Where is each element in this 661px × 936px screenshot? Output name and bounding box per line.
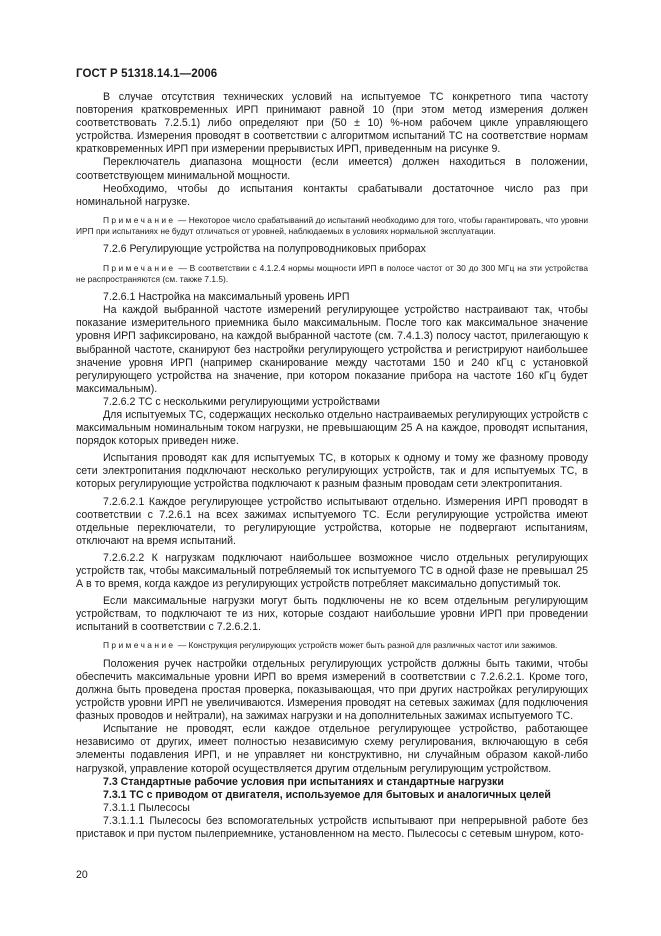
document-header: ГОСТ Р 51318.14.1—2006 — [76, 68, 218, 80]
document-body — [76, 91, 588, 841]
paragraph: Для испытуемых ТС, содержащих несколько отдельно настраиваемых регулирующих устройств с максимальным номинальным током нагрузки, не превышающим 25 А на каждое, проводят испытания, порядок которых приведен ниже. — [76, 408, 588, 448]
section-heading-bold: 7.3 Стандартные рабочие условия при испытаниях и стандартные нагрузки — [103, 775, 504, 788]
note-label: Примечание — [103, 214, 176, 225]
note-text: — В соответствии с 4.1.2.4 нормы мощности ИРП в полосе частот от 30 до 300 МГц на эти устройства не распространяются (см. также 7.1.5). — [76, 262, 589, 284]
note-text: — Некоторое число срабатываний до испытаний необходимо для того, чтобы гарантировать, что уровни ИРП при испытаниях не будут отличаться от уровней, наблюдаемых в условиях нормальной эксплуатации. — [76, 214, 588, 237]
note-label: Примечание — [103, 262, 176, 273]
note — [76, 215, 588, 238]
page-number: 20 — [76, 869, 88, 881]
note — [76, 640, 588, 651]
paragraph: Переключатель диапазона мощности (если имеется) должен находиться в положении, соответствующем минимальной мощности. — [76, 156, 588, 182]
paragraph: 7.2.6.2.1 Каждое регулирующее устройство испытывают отдельно. Измерения ИРП проводят в соответствии с 7.2.6.1 на всех зажимах испытуемого ТС. Если регулирующие устройства имеют отдельные переключатели, то регулирующие устройства, которые не подвергают испытаниям, отключают на время испытаний. — [76, 495, 588, 547]
paragraph: На каждой выбранной частоте измерений регулирующее устройство настраивают так, чтобы показание измерительного приемника было максимальным. После того как максимальное значение уровня ИРП зафиксировано, на каждой выбранной частоте (см. 7.4.1.3) полосу частот, прилегающую к выбранной частоте, сканируют без настройки регулирующего устройства и регистрируют наибольшее значение уровня ИРП (например сканирование между частотами 150 и 240 кГц с установкой регулирующего устройства на значение, при котором показание прибора на частоте 160 кГц будет максимальным). — [76, 304, 588, 395]
section-heading: 7.2.6 Регулирующие устройства на полупроводниковых приборах — [103, 243, 426, 256]
section-heading-bold: 7.3.1 ТС с приводом от двигателя, используемое для бытовых и аналогичных целей — [103, 788, 551, 801]
paragraph: Необходимо, чтобы до испытания контакты срабатывали достаточное число раз при номинальной нагрузке. — [76, 182, 588, 208]
note-label: Примечание — [103, 640, 176, 651]
paragraph: Испытание не проводят, если каждое отдельное регулирующее устройство, работающее независимо от других, имеет полностью независимую схему регулирования, включающую в себя элементы подавления ИРП, и не управляет ни конструктивно, ни случайным образом какой-либо нагрузкой, управление которой осуществляется другим отдельным регулирующим устройством. — [76, 723, 588, 775]
note — [76, 263, 588, 286]
section-heading: 7.2.6.1 Настройка на максимальный уровень ИРП — [103, 291, 350, 304]
section-heading: 7.2.6.2 ТС с несколькими регулирующими устройствами — [103, 395, 380, 408]
section-heading: 7.3.1.1 Пылесосы — [103, 801, 190, 814]
paragraph: Испытания проводят как для испытуемых ТС, в которых к одному и тому же фазному проводу сети электропитания подключают несколько регулирующих устройств, так и для испытуемых ТС, в которых регулирующие устройства подключают к разным фазным проводам сети электропитания. — [76, 452, 588, 491]
paragraph: 7.2.6.2.2 К нагрузкам подключают наибольшее возможное число отдельных регулирующих устройств так, чтобы максимальный потребляемый ток испытуемого ТС в одной фазе не превышал 25 А в то время, когда каждое из регулирующих устройств потребляет максимально допустимый ток. — [76, 551, 588, 591]
paragraph: В случае отсутствия технических условий на испытуемое ТС конкретного типа частоту повторения кратковременных ИРП принимают равной 10 (при этом метод измерения должен соответствовать 7.2.5.1) либо определяют при (50 ± 10) %-ном рабочем цикле управляющего устройства. Измерения проводят в соответствии с алгоритмом испытаний ТС на соответствие нормам кратковременных ИРП при измерении прерывистых ИРП, приведенным на рисунке 9. — [76, 91, 588, 156]
paragraph: 7.3.1.1.1 Пылесосы без вспомогательных устройств испытывают при непрерывной работе без приставок и при пустом пылеприемнике, установленном на место. Пылесосы с сетевым шнуром, кото- — [76, 814, 588, 840]
note-text: — Конструкция регулирующих устройств может быть разной для различных частот или зажимов. — [177, 640, 558, 651]
paragraph: Если максимальные нагрузки могут быть подключены не ко всем отдельным регулирующим устройствам, то подключают те из них, которые создают наибольшие уровни ИРП при проведении испытаний в соответствии с 7.2.6.2.1. — [76, 595, 588, 634]
paragraph: Положения ручек настройки отдельных регулирующих устройств должны быть такими, чтобы обеспечить максимальные уровни ИРП во время измерений в соответствии с 7.2.6.2.1. Кроме того, должна быть проведена простая проверка, показывающая, что при других настройках регулирующих устройств уровни ИРП не увеличиваются. Измерения проводят на сетевых зажимах (для подключения фазных проводов и нейтрали), на зажимах нагрузки и на дополнительных зажимах испытуемого ТС. — [76, 657, 588, 723]
